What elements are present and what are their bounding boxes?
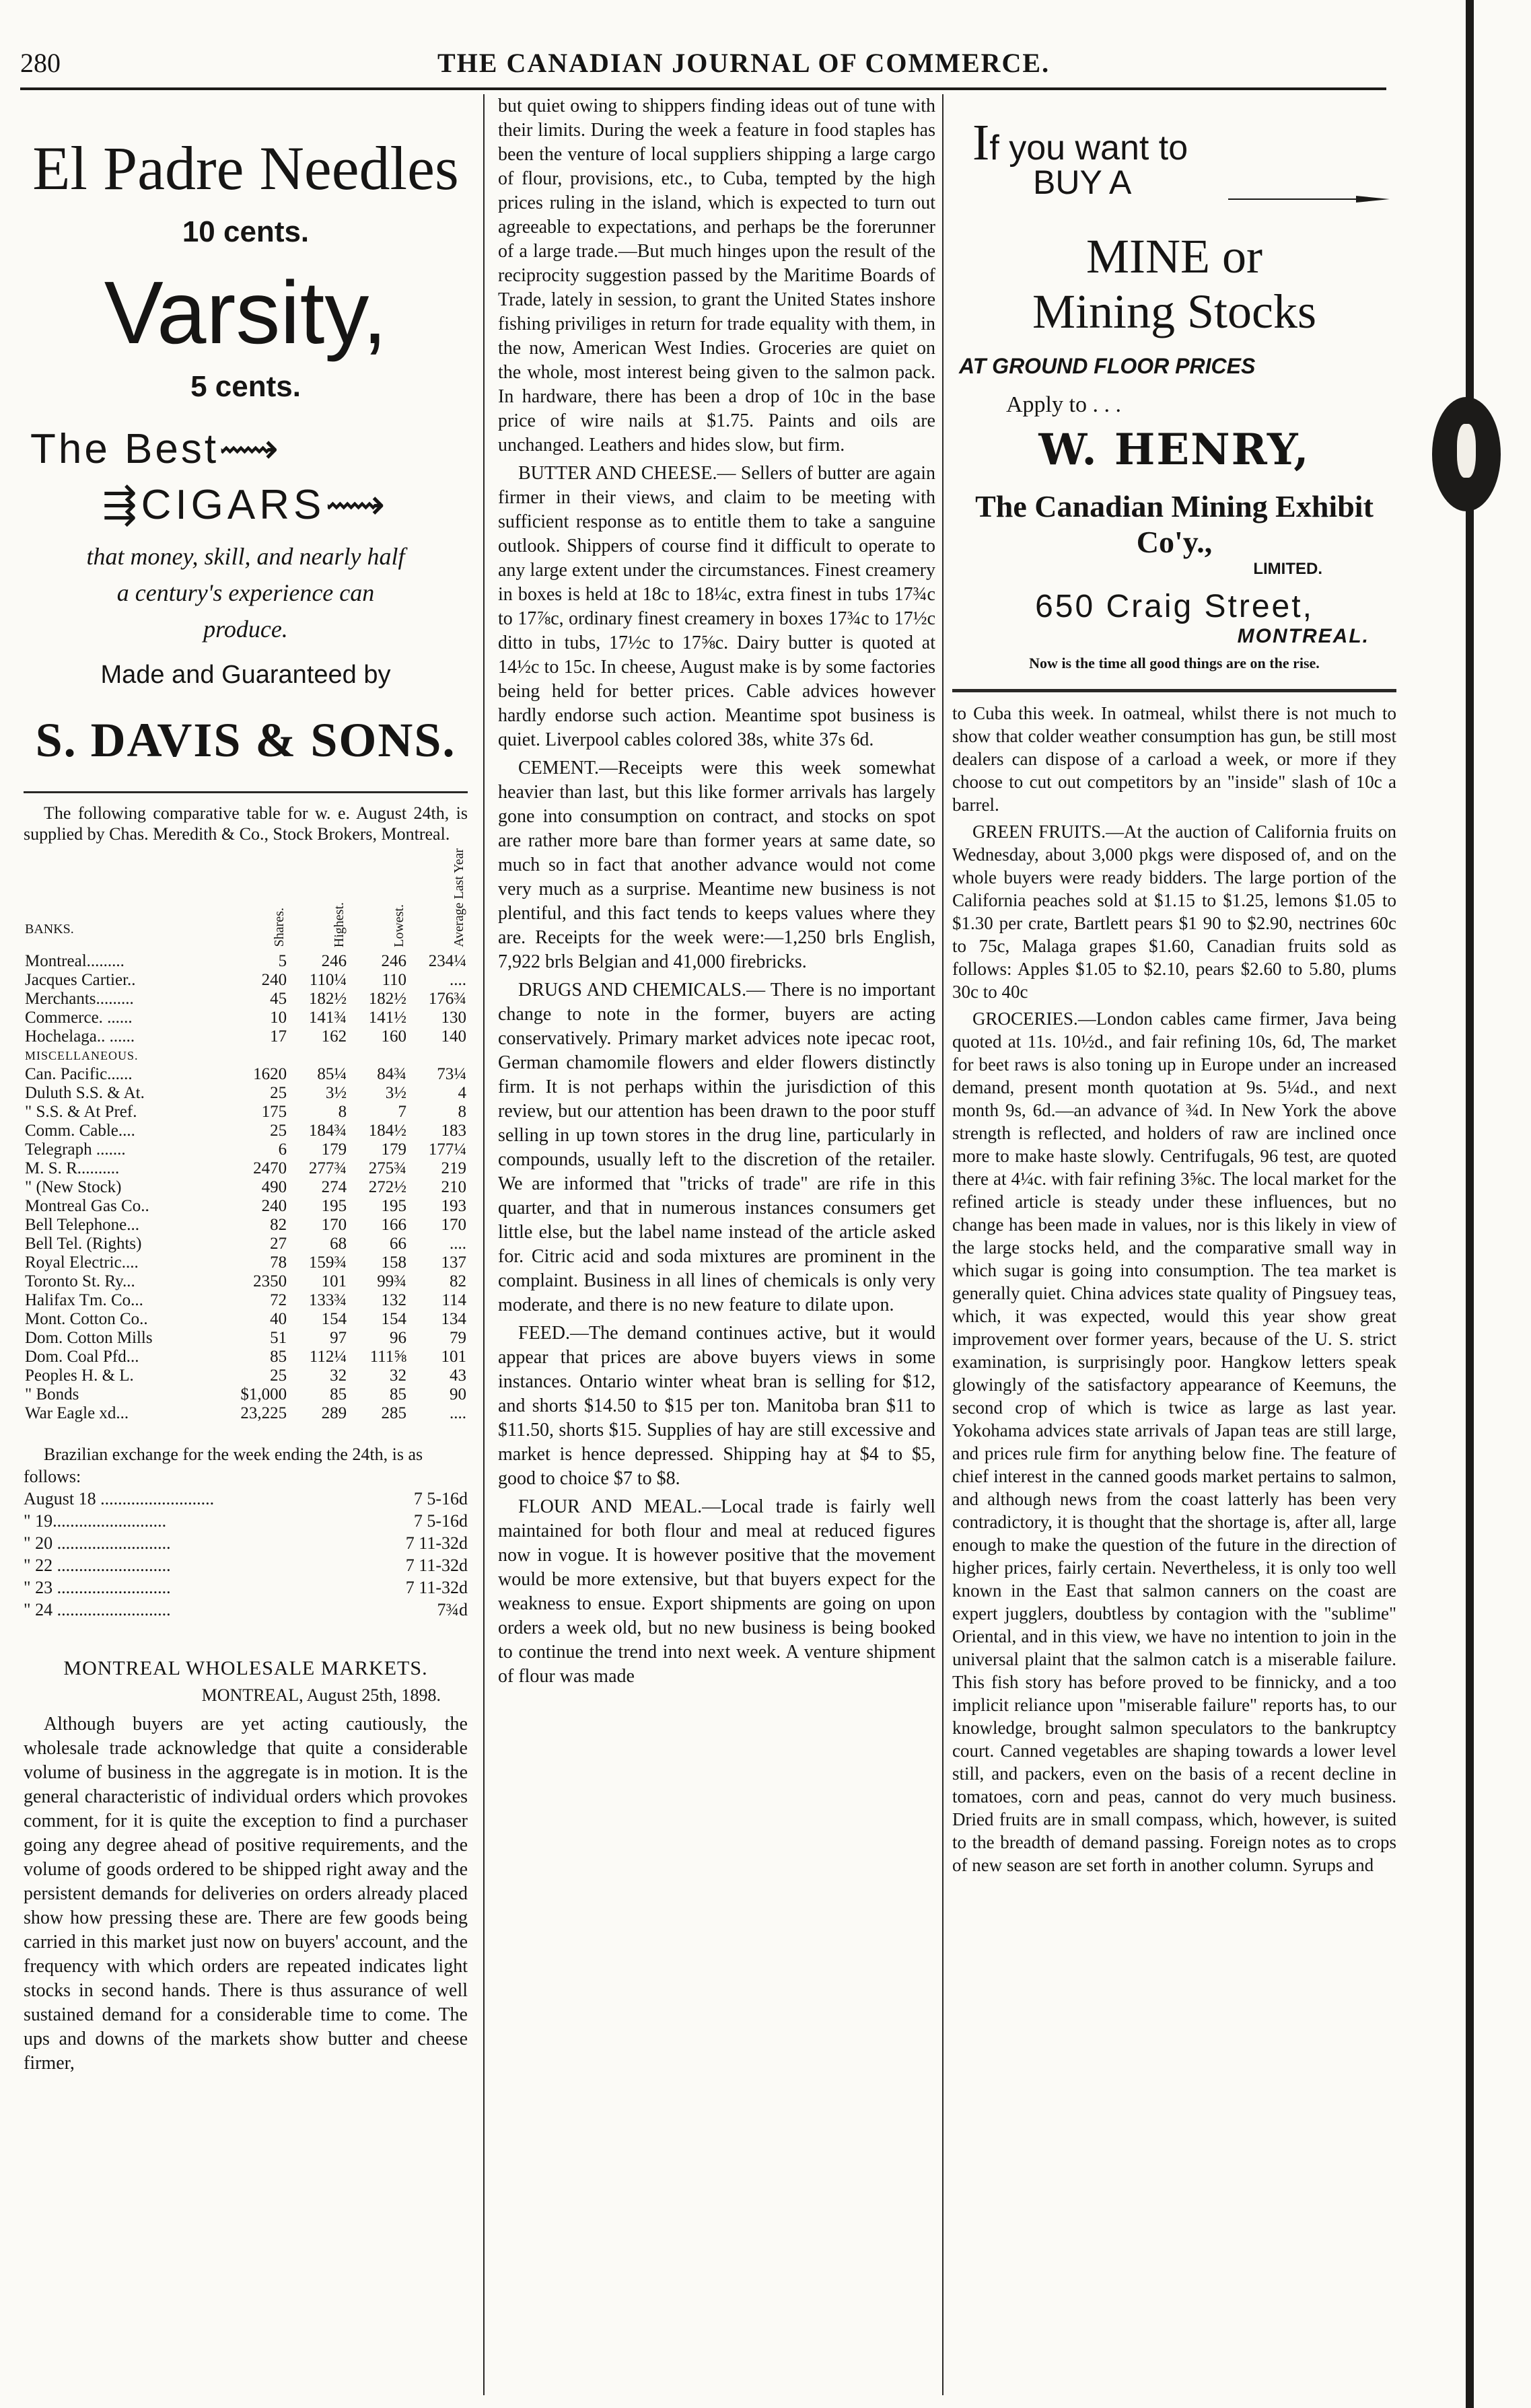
- stock-value: 179: [381, 1140, 407, 1159]
- exchange-date: " 19..........................: [24, 1510, 167, 1531]
- markets-intro-text: Although buyers are yet acting cautiously, the wholesale trade acknowledge that quite a considerable volume of business in the aggregate is in motion. It is the general characteristic of individual orders which provokes comment, for it is quite the exception to find a purchaser going any degree ahead of positive requirements, and the volume of goods ordered to be shipped right away and the persistent demands for deliveries on orders already placed show how pressing these are. There are few goods being carried in this market just now on buyers' account, and the frequency with which orders are repeated indicates light stocks in second hands. There is thus assurance of well sustained demand for a considerable time to come. The ups and downs of the markets show butter and cheese firmer,: [24, 1713, 468, 2074]
- stock-name: Dom. Cotton Mills: [25, 1328, 153, 1347]
- stock-value: 2350: [253, 1272, 287, 1290]
- stock-value: 96: [390, 1328, 407, 1347]
- stock-value: 111⅝: [369, 1347, 407, 1366]
- stock-value: 32: [390, 1366, 407, 1385]
- stock-row: [24, 1329, 468, 1348]
- stock-value: 274: [321, 1177, 347, 1196]
- stock-value: 32: [330, 1366, 347, 1385]
- column-2: [498, 94, 935, 1693]
- exchange-row: [24, 1532, 468, 1554]
- stock-name: Halifax Tm. Co...: [25, 1290, 143, 1309]
- stock-value: 179: [321, 1140, 347, 1159]
- exchange-section: [24, 1443, 468, 1621]
- exchange-intro: Brazilian exchange for the week ending the 24th, is as follows:: [24, 1444, 423, 1486]
- ad-slogan: Now is the time all good things are on the rise.: [1029, 655, 1320, 671]
- stock-value: 79: [450, 1328, 466, 1347]
- stock-value: 141½: [368, 1008, 407, 1027]
- stock-value: 82: [270, 1215, 287, 1234]
- stock-name: War Eagle xd...: [25, 1403, 129, 1422]
- stock-table: [24, 848, 468, 1423]
- stock-value: 177¼: [428, 1140, 466, 1159]
- stock-value: 170: [321, 1215, 347, 1234]
- stock-value: 8: [338, 1102, 347, 1121]
- stock-name: Comm. Cable....: [25, 1121, 135, 1140]
- ad-buy-a: BUY A: [1033, 163, 1132, 201]
- stock-value: 285: [381, 1403, 407, 1422]
- stock-value: 6: [278, 1140, 287, 1159]
- stock-name: " S.S. & At Pref.: [25, 1102, 137, 1121]
- stock-value: 112¼: [309, 1347, 347, 1366]
- exchange-row: [24, 1554, 468, 1576]
- stock-value: 73¼: [437, 1064, 466, 1083]
- stock-value: 110: [382, 970, 407, 989]
- stock-row: [24, 1404, 468, 1423]
- exchange-row: [24, 1510, 468, 1532]
- exchange-date: " 24 ..........................: [24, 1599, 171, 1619]
- ad-drop-cap: I: [972, 114, 990, 171]
- stock-value: 25: [270, 1121, 287, 1140]
- stock-name: Can. Pacific......: [25, 1064, 133, 1083]
- stock-value: 72: [270, 1290, 287, 1309]
- stock-value: 68: [330, 1234, 347, 1253]
- stock-name: Bell Telephone...: [25, 1215, 139, 1234]
- stock-value: 84¾: [377, 1064, 407, 1083]
- ad-tagline-1: that money, skill, and nearly half: [86, 543, 405, 570]
- stock-row: [24, 1291, 468, 1310]
- stock-row: [24, 1272, 468, 1291]
- stock-name: Bell Tel. (Rights): [25, 1234, 142, 1253]
- stock-row: [24, 971, 468, 990]
- ad-the-best: The Best⟿: [30, 426, 282, 472]
- binding-edge: [1420, 0, 1531, 2408]
- stock-row: [24, 1159, 468, 1178]
- stock-value: 154: [321, 1309, 347, 1328]
- ad-apply-to: Apply to . . .: [1006, 392, 1121, 417]
- stock-value: 1620: [253, 1064, 287, 1083]
- stock-value: 277¾: [308, 1159, 347, 1177]
- stock-value: 43: [450, 1366, 466, 1385]
- stock-row: [24, 1009, 468, 1027]
- ad-bottom-rule: [952, 689, 1396, 692]
- ad-tagline-3: produce.: [203, 616, 288, 643]
- stock-value: 210: [441, 1177, 466, 1196]
- stock-row: [24, 1065, 468, 1084]
- stock-value: 160: [381, 1027, 407, 1046]
- market-paragraph: FLOUR AND MEAL.—Local trade is fairly well maintained for both flour and meal at reduced figures now in vogue. It is however positive that the movement would be more extensive, but that buyers expect for the weakness to ensue. Export shipments are going on upon orders a week old, but no new business is being booked to continue the trend into next week. A venture shipment of flour was made: [498, 1496, 935, 1687]
- stock-value: 10: [270, 1008, 287, 1027]
- market-paragraph: FEED.—The demand continues active, but it would appear that prices are above buyers views in some instances. Ontario winter wheat bran is selling for $12, and shorts $14.50 to $15 per ton. Manitoba bran $11 to $11.50, shorts $15. Supplies of hay are still excessive and market is hence depressed. Shipping hay at $4 to $5, good to choice $7 to $8.: [498, 1323, 935, 1489]
- ad-made-by: Made and Guaranteed by: [100, 661, 391, 689]
- stock-value: 193: [441, 1196, 466, 1215]
- stock-row: [24, 1027, 468, 1046]
- stock-value: 3½: [325, 1083, 347, 1102]
- exchange-date: " 23 ..........................: [24, 1577, 171, 1597]
- stock-row: [24, 990, 468, 1009]
- ad-city: MONTREAL.: [1237, 625, 1369, 647]
- ad-company: The Canadian Mining Exhibit Co'y.,: [975, 489, 1374, 559]
- column-3-text: [952, 702, 1396, 1876]
- ad-tagline: [24, 538, 468, 647]
- stock-value: 17: [270, 1027, 287, 1046]
- stock-value: 101: [321, 1272, 347, 1290]
- ad-mining-stocks: Mining Stocks: [1032, 285, 1317, 338]
- column-rule-1: [483, 94, 485, 2395]
- stock-row: [24, 1140, 468, 1159]
- column-1: [24, 94, 468, 2080]
- stock-name: Royal Electric....: [25, 1253, 139, 1272]
- market-paragraph: but quiet owing to shippers finding ideas out of tune with their limits. During the week a feature in food staples has been the venture of local suppliers shipping a large cargo of flour, provisions, etc., to Cuba, tempted by the high prices ruling in the island, which is expected to turn out agreeable to expectations, and perhaps be the forerunner of a large trade.—But much hinges upon the result of the reciprocity suggestion passed by the Maritime Boards of Trade, lately in session, to grant the United States inshore fishing priviliges in return for trade equality with them, in the now, American West Indies. Groceries are quiet on the whole, most interest being given to the salmon pack. In hardware, there has been a drop of 10c in the base price of wire nails at $1.75. Paints and oils are unchanged. Leathers and hides slow, but firm.: [498, 96, 935, 455]
- stock-value: 240: [261, 970, 287, 989]
- stock-value: 133¾: [308, 1290, 347, 1309]
- stock-value: 219: [441, 1159, 466, 1177]
- stock-value: 5: [278, 951, 287, 970]
- stock-value: 158: [381, 1253, 407, 1272]
- stock-value: 8: [458, 1102, 466, 1121]
- stock-value: 137: [441, 1253, 466, 1272]
- stock-row: [24, 1216, 468, 1235]
- exchange-rate: 7 11-32d: [405, 1555, 468, 1575]
- cigar-advertisement: [24, 128, 468, 768]
- stock-name: " (New Stock): [25, 1177, 122, 1196]
- pointing-hand-icon: [1228, 195, 1390, 203]
- market-paragraph: GROCERIES.—London cables came firmer, Java being quoted at 11s. 10½d., and fair refining 10s, 6d, The market for beet raws is also toning up in Europe under an increased demand, present month quotation at 9s. 5¼d., and next month 9s, 6d.—an advance of ¾d. In New York the above strength is reflected, and holders of raw are inclined once more to make haste slowly. Centrifugals, 96 test, are quoted there at 4¼c. with fair refining 3⅝c. The local market for the refined article is steady under these influences, but no change has been made in values, nor is this likely in view of the large stocks held, and the comparative small way in which sugar is going into consumption. The tea market is generally quiet. China advices state quality of Pingsuey teas, which, it was expected, would this year show great improvement over former years, because of the U. S. strict examination, is surprisingly poor. Hangkow letters speak glowingly of the satisfactory appearance of Keemuns, the second crop of which is twice as large as last year. Yokohama advices state arrivals of Japan teas are still large, and prices rule firm for anything below fine. The feature of chief interest in the canned goods market pertains to salmon, and although news from the coast latterly has been very contradictory, it is thought that the shortage is, after all, large enough to make the question of the future in the direction of higher prices, fairly certain. Nevertheless, it is only too well known in the East that salmon canners on the coast are expert jugglers, doubtless by contagion with the "sublime" Oriental, and in this view, we have no intention to join in the universal plaint that the salmon catch is a miserable failure. This fish story has before proved to be finnicky, and a too implicit reliance upon "miserable failure" reports has, to our knowledge, brought salmon speculators to the bankruptcy court. Canned vegetables are shaping towards a lower level still, and packers, even on the basis of a recent decline in tomatoes, corn and peas, cannot do very much business. Dried fruits are in small compass, which, however, is suited to the breadth of demand passing. Foreign notes as to crops of new season are set forth in another column. Syrups and: [952, 1009, 1396, 1875]
- market-paragraph: GREEN FRUITS.—At the auction of California fruits on Wednesday, about 3,000 pkgs were disposed of, and on the whole buyers were ready bidders. The large portion of the California peaches sold at $1.15 to $1.25, lemons $1.05 to $1.30 per crate, Bartlett pears $1 90 to $2.90, nectrines 60c to 75c, Malaga grapes $1.60, Canadian fruits sold as follows: Apples $1.05 to $2.10, pears $2.60 to 5.80, plums 30c to 40c: [952, 822, 1396, 1002]
- stock-name: Montreal Gas Co..: [25, 1196, 149, 1215]
- misc-label: MISCELLANEOUS.: [25, 1048, 139, 1062]
- stock-value: 170: [441, 1215, 466, 1234]
- stock-value: 82: [450, 1272, 466, 1290]
- page-number: 280: [20, 48, 61, 78]
- stock-value: 140: [441, 1027, 466, 1046]
- col-header-highest: Highest.: [332, 902, 347, 947]
- column-3: [952, 94, 1396, 1881]
- stock-row: [24, 952, 468, 971]
- market-paragraph: CEMENT.—Receipts were this week somewhat heavier than last, but this like former arrivals has largely gone into consumption on contract, and stocks on spot are rather more bare than former years at same date, so much so in fact that another advance would not come very much as a surprise. Meantime new business is not plentiful, and this fact tends to keeps values where they are. Receipts for the week were:—1,250 brls English, 7,922 brls Belgian and 41,000 firebricks.: [498, 758, 935, 972]
- market-paragraph: to Cuba this week. In oatmeal, whilst there is not much to show that colder weather consumption has gun, be still most dealers can dispose of a carload a week, or more if they choose to cut out competitors by an "inside" slash of 10c a barrel.: [952, 703, 1396, 815]
- stock-value: 23,225: [240, 1403, 287, 1422]
- section-rule: [24, 791, 468, 793]
- stock-value: 99¾: [377, 1272, 407, 1290]
- stock-value: 184¾: [308, 1121, 347, 1140]
- exchange-rate: 7 11-32d: [405, 1577, 468, 1597]
- ad-price-5: 5 cents.: [190, 370, 301, 403]
- exchange-row: [24, 1576, 468, 1599]
- stock-value: 110¼: [309, 970, 347, 989]
- stock-value: 162: [321, 1027, 347, 1046]
- stock-value: 27: [270, 1234, 287, 1253]
- stock-name: Commerce. ......: [25, 1008, 133, 1027]
- stock-value: 4: [458, 1083, 466, 1102]
- stock-value: 2470: [253, 1159, 287, 1177]
- exchange-date: " 22 ..........................: [24, 1555, 171, 1575]
- stock-value: ....: [450, 970, 466, 989]
- stock-value: 45: [270, 989, 287, 1008]
- stock-row: [24, 1103, 468, 1122]
- ad-tagline-2: a century's experience can: [116, 579, 375, 606]
- stock-row: [24, 1178, 468, 1197]
- stock-value: 85: [270, 1347, 287, 1366]
- ad-address: 650 Craig Street,: [1035, 589, 1314, 624]
- stock-value: $1,000: [240, 1385, 287, 1403]
- stock-name: Hochelaga.. ......: [25, 1027, 135, 1046]
- col-header-banks: BANKS.: [25, 921, 74, 937]
- stock-row: [24, 1366, 468, 1385]
- stock-value: 159¾: [308, 1253, 347, 1272]
- stock-value: 66: [390, 1234, 407, 1253]
- exchange-rate: 7 11-32d: [405, 1533, 468, 1553]
- journal-title: THE CANADIAN JOURNAL OF COMMERCE.: [437, 48, 1051, 78]
- ad-if-you-want-text: f you want to: [989, 129, 1188, 168]
- stock-value: 234¼: [428, 951, 466, 970]
- stock-value: 134: [441, 1309, 466, 1328]
- stock-value: 141¾: [308, 1008, 347, 1027]
- exchange-date: " 20 ..........................: [24, 1533, 171, 1553]
- stock-name: Telegraph .......: [25, 1140, 126, 1159]
- stock-value: 90: [450, 1385, 466, 1403]
- stock-name: Duluth S.S. & At.: [25, 1083, 145, 1102]
- stock-name: Peoples H. & L.: [25, 1366, 134, 1385]
- markets-headline: MONTREAL WHOLESALE MARKETS.: [63, 1656, 428, 1679]
- markets-dateline: MONTREAL, August 25th, 1898.: [201, 1685, 441, 1705]
- stock-value: 7: [398, 1102, 407, 1121]
- stock-name: Toronto St. Ry...: [25, 1272, 135, 1290]
- stock-name: Merchants.........: [25, 989, 134, 1008]
- stock-value: 490: [261, 1177, 287, 1196]
- ad-price-10: 10 cents.: [182, 215, 310, 248]
- stock-value: 130: [441, 1008, 466, 1027]
- stock-value: 85¼: [317, 1064, 347, 1083]
- stock-value: 182½: [308, 989, 347, 1008]
- header-rule: [20, 87, 1386, 90]
- stock-value: 154: [381, 1309, 407, 1328]
- stock-value: 40: [270, 1309, 287, 1328]
- stock-table-intro: [24, 803, 468, 844]
- market-paragraph: DRUGS AND CHEMICALS.— There is no important change to note in the former, buyers are acting conservatively. Primary market advices note ipecac root, German chamomile flowers and elder flowers distinctly firm. It is not perhaps within the jurisdiction of this review, but our attention has been drawn to the poor stuff selling in up town stores in the drug line, particularly in compounds, usually left to the discretion of the retailer. We are informed that "tricks of trade" are rife in this quarter, and that in numerous instances consumers get little else, but the label name instead of the article asked for. Citric acid and soda mixtures are prominent in the complaint. Business in all lines of chemicals is only very moderate, and there is no new feature to dilate upon.: [498, 980, 935, 1315]
- stock-value: 85: [390, 1385, 407, 1403]
- exchange-rate: 7¾d: [437, 1599, 468, 1619]
- stock-value: 195: [381, 1196, 407, 1215]
- stock-row: [24, 1253, 468, 1272]
- stock-name: Jacques Cartier..: [25, 970, 136, 989]
- col-header-lowest: Lowest.: [392, 904, 407, 947]
- exchange-rows: [24, 1488, 468, 1621]
- binding-knot-hole: [1457, 424, 1476, 478]
- stock-name: " Bonds: [25, 1385, 79, 1403]
- column-2-text: [498, 94, 935, 1689]
- ad-w-henry: W. HENRY,: [1038, 425, 1310, 475]
- stock-value: 78: [270, 1253, 287, 1272]
- stock-value: 101: [441, 1347, 466, 1366]
- exchange-date: August 18 ..........................: [24, 1488, 215, 1508]
- stock-name: Mont. Cotton Co..: [25, 1309, 148, 1328]
- stock-name: M. S. R..........: [25, 1159, 120, 1177]
- column-rule-2: [942, 94, 943, 2395]
- stock-row: [24, 1385, 468, 1404]
- stock-value: 246: [381, 951, 407, 970]
- ad-maker: S. DAVIS & SONS.: [35, 713, 456, 767]
- stock-value: 51: [270, 1328, 287, 1347]
- stock-value: 85: [330, 1385, 347, 1403]
- banks-rows: [24, 952, 468, 1046]
- exchange-rate: 7 5-16d: [413, 1510, 468, 1531]
- stock-row: [24, 1235, 468, 1253]
- ad-varsity: Varsity,: [104, 263, 388, 362]
- stock-value: 195: [321, 1196, 347, 1215]
- stock-value: 175: [261, 1102, 287, 1121]
- stock-row: [24, 1310, 468, 1329]
- ad-if-you-want: [952, 114, 1396, 171]
- stock-value: 240: [261, 1196, 287, 1215]
- stock-intro-text: The following comparative table for w. e. August 24th, is supplied by Chas. Meredith & Co., Stock Brokers, Montreal.: [24, 803, 468, 844]
- stock-value: 114: [441, 1290, 466, 1309]
- stock-name: Dom. Coal Pfd...: [25, 1347, 139, 1366]
- ad-cigars: ⇶CIGARS⟿: [102, 482, 390, 528]
- ad-el-padre: El Padre Needles: [32, 134, 459, 203]
- exchange-row: [24, 1599, 468, 1621]
- stock-value: 183: [441, 1121, 466, 1140]
- stock-row: [24, 1348, 468, 1366]
- stock-value: 289: [321, 1403, 347, 1422]
- markets-intro: [24, 1712, 468, 2076]
- stock-value: 25: [270, 1366, 287, 1385]
- ad-ground-floor: AT GROUND FLOOR PRICES: [959, 354, 1256, 378]
- stock-row: [24, 1197, 468, 1216]
- stock-value: 176¾: [428, 989, 466, 1008]
- stock-row: [24, 1122, 468, 1140]
- stock-value: 246: [321, 951, 347, 970]
- exchange-rate: 7 5-16d: [413, 1488, 468, 1508]
- stock-value: 275¾: [368, 1159, 407, 1177]
- binding-cord: [1466, 0, 1474, 2408]
- col-header-shares: Shares.: [272, 908, 287, 947]
- stock-value: 25: [270, 1083, 287, 1102]
- stock-value: 184½: [368, 1121, 407, 1140]
- misc-rows: [24, 1065, 468, 1423]
- stock-row: [24, 1084, 468, 1103]
- market-paragraph: BUTTER AND CHEESE.— Sellers of butter are again firmer in their views, and claim to be meeting with sufficient response as to entitle them to take a sanguine outlook. Shippers of course find it difficult to operate to any large extent under the circumstances. Finest creamery in boxes is held at 18c to 18¼c, extra finest in tubs 17¾c to 17⅞c, ordinary finest creamery in boxes 17¾c to 17½c ditto in tubs, 17½c to 17⅝c. Dairy butter is quoted at 14½c to 15c. In cheese, August make is by some factories being held for better prices. Cable advices however hardly endorse such action. Meantime spot business is quiet. Liverpool cables colored 38s, white 37s 6d.: [498, 463, 935, 750]
- stock-value: 166: [381, 1215, 407, 1234]
- stock-value: 3½: [385, 1083, 407, 1102]
- ad-mine-or: MINE or: [1086, 229, 1262, 283]
- stock-value: 132: [381, 1290, 407, 1309]
- col-header-average: Average Last Year: [452, 848, 466, 947]
- ad-limited: LIMITED.: [1253, 560, 1322, 578]
- stock-table-header: [24, 848, 468, 952]
- stock-name: Montreal.........: [25, 951, 124, 970]
- exchange-row: [24, 1488, 468, 1510]
- mining-advertisement: [952, 114, 1396, 684]
- stock-value: ....: [450, 1234, 466, 1253]
- stock-value: 97: [330, 1328, 347, 1347]
- page-header: [20, 47, 1420, 87]
- stock-value: ....: [450, 1403, 466, 1422]
- stock-value: 272½: [368, 1177, 407, 1196]
- stock-value: 182½: [368, 989, 407, 1008]
